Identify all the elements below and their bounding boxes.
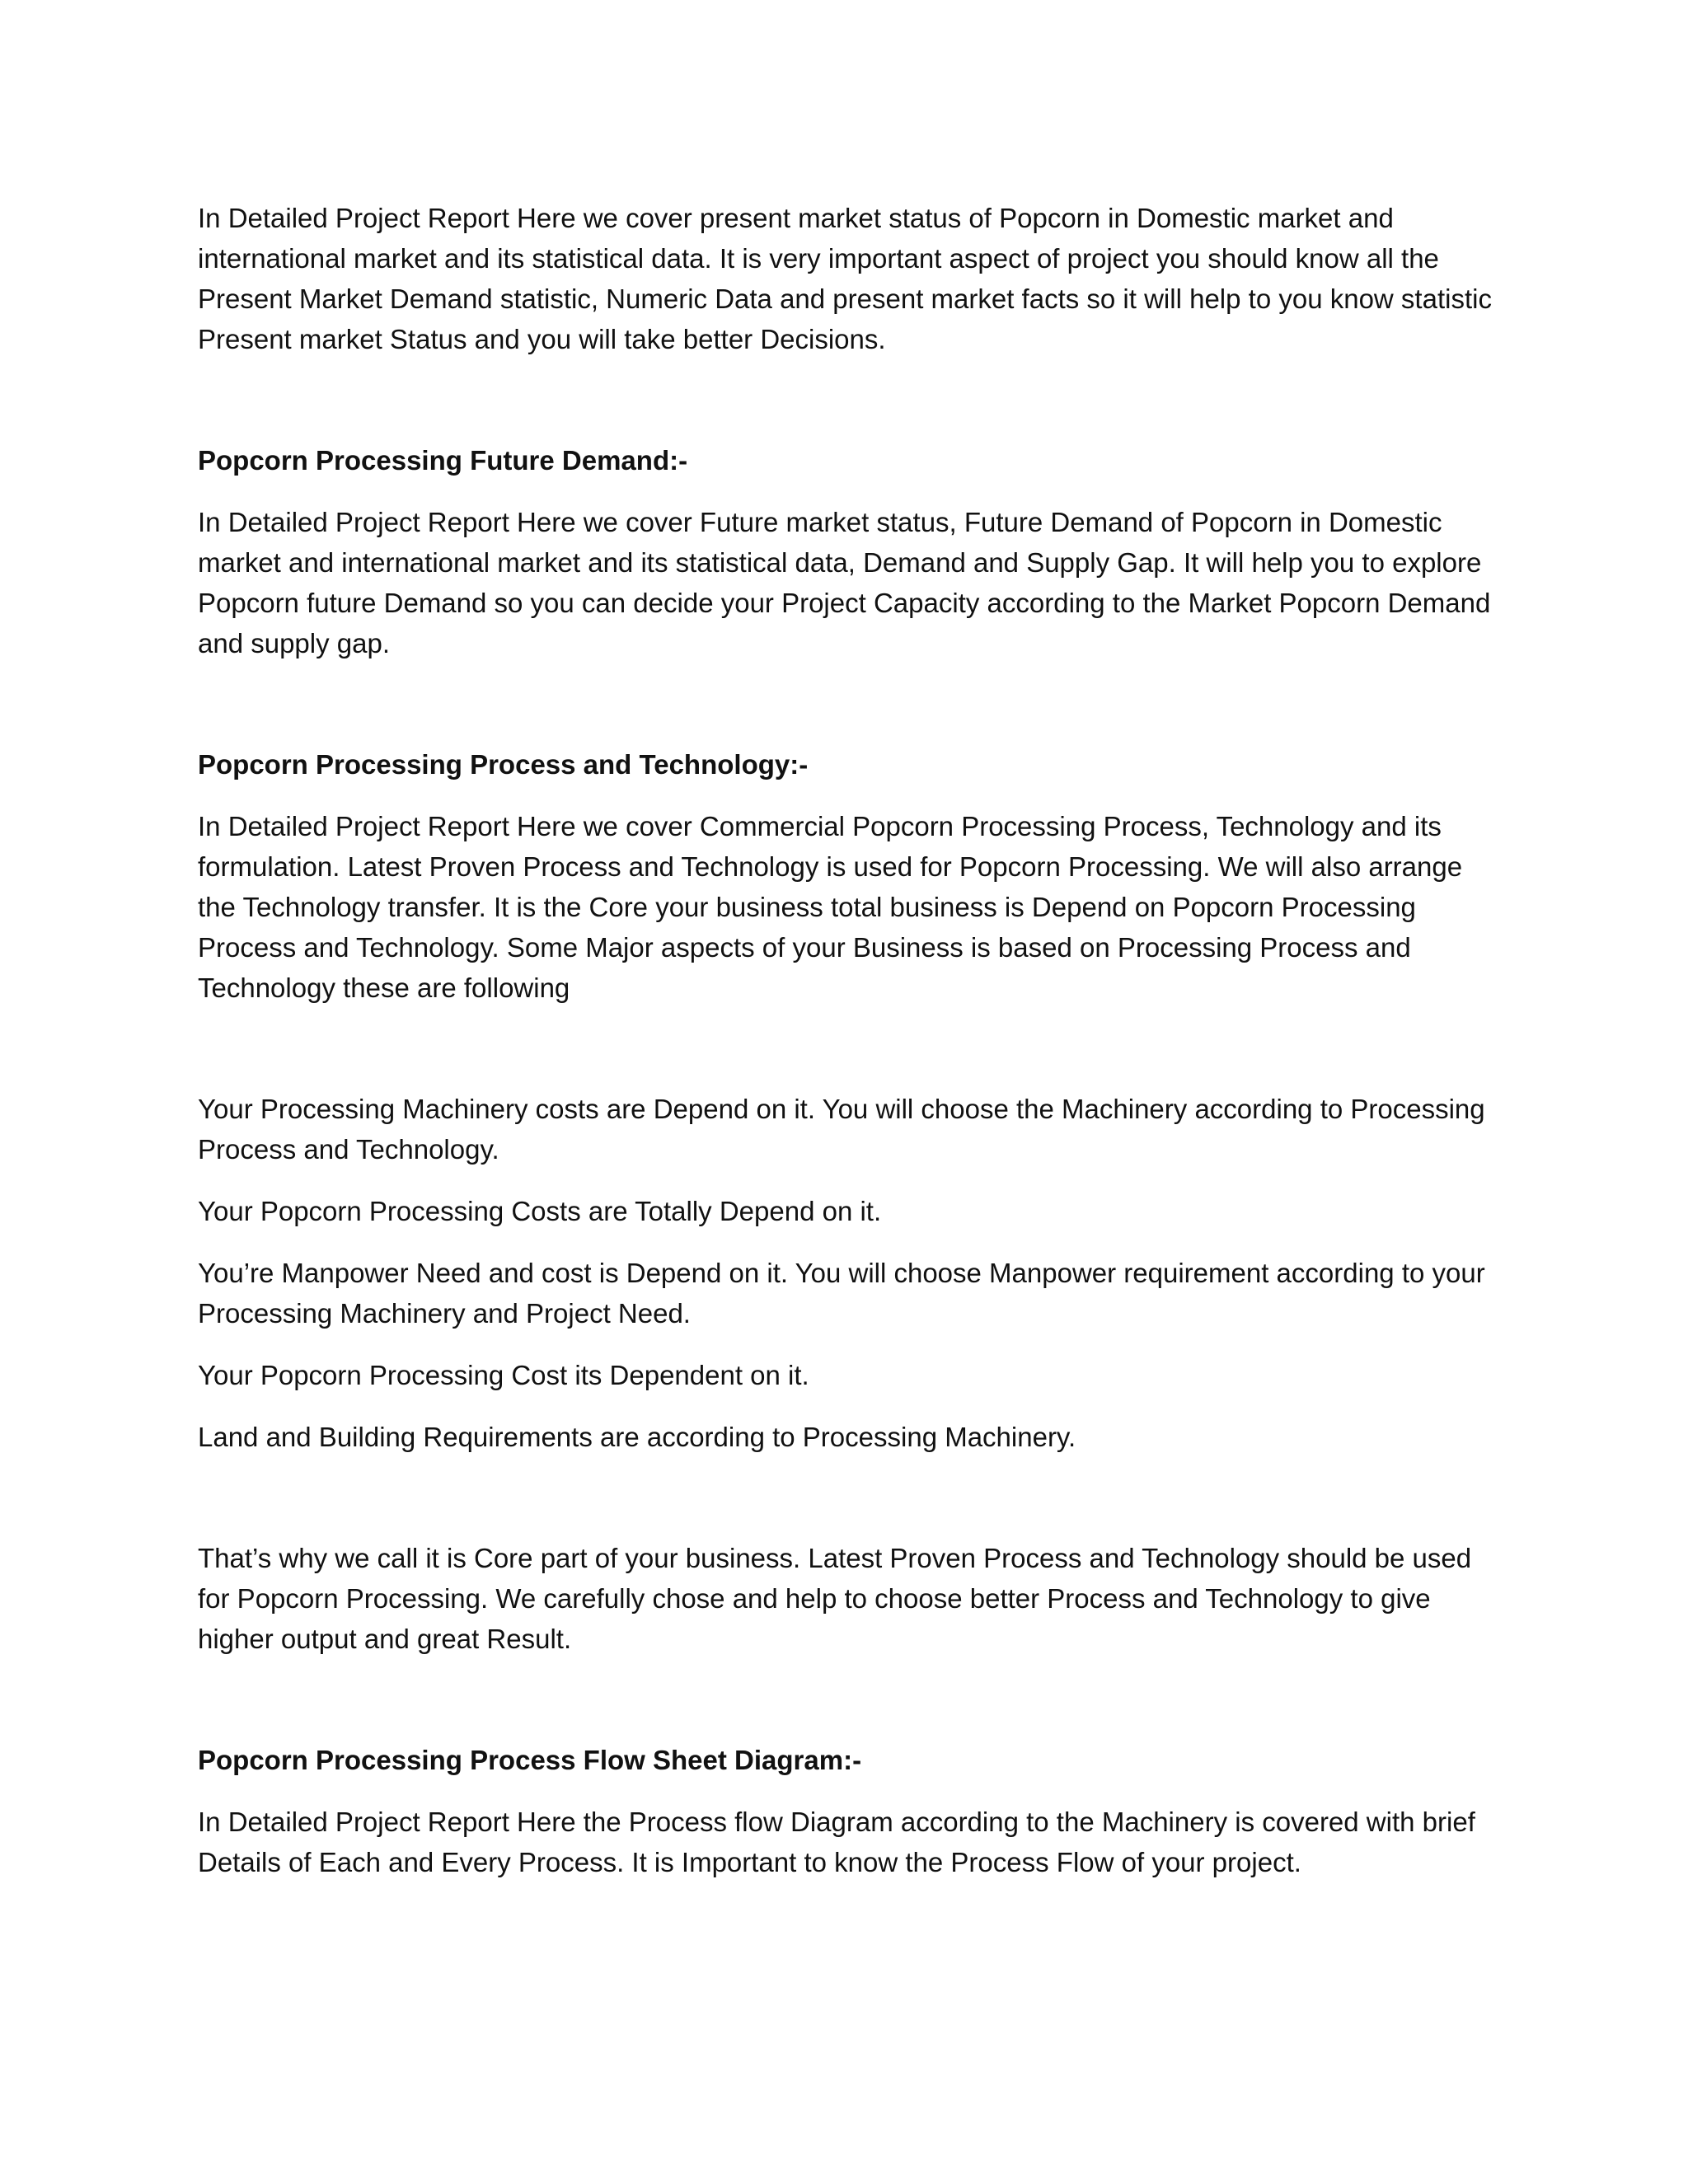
core-paragraph: That’s why we call it is Core part of your business. Latest Proven Process and Technology should be used for Popcorn Processing. We carefully chose and help to choose better Process and Technology to give higher output and great Result. xyxy=(198,1543,1472,1654)
intro-paragraph: In Detailed Project Report Here we cover present market status of Popcorn in Domestic market and international market and its statistical data. It is very important aspect of project you should know all the Present Market Demand statistic, Numeric Data and present market facts so it will help to you know statistic Present market Status and you will take better Decisions. xyxy=(198,203,1492,354)
aspect-item-2: Your Popcorn Processing Costs are Totally Depend on it. xyxy=(198,1196,882,1226)
process-technology-paragraph: In Detailed Project Report Here we cover Commercial Popcorn Processing Process, Technology and its formulation. Latest Proven Process and Technology is used for Popcorn Processing. We will also arrange the Technology transfer. It is the Core your business total business is Depend on Popcorn Processing Process and Technology. Some Major aspects of your Business is based on Processing Process and Technology these are following xyxy=(198,811,1463,1003)
future-demand-paragraph: In Detailed Project Report Here we cover Future market status, Future Demand of Popcorn in Domestic market and international market and its statistical data, Demand and Supply Gap. It will help you to explore Popcorn future Demand so you can decide your Project Capacity according to the Market Popcorn Demand and supply gap. xyxy=(198,507,1491,658)
document-page xyxy=(198,198,1500,1882)
aspect-item-4: Your Popcorn Processing Cost its Dependent on it. xyxy=(198,1360,809,1390)
aspect-item-5: Land and Building Requirements are according to Processing Machinery. xyxy=(198,1422,1076,1452)
future-demand-heading: Popcorn Processing Future Demand:- xyxy=(198,445,688,476)
process-technology-heading: Popcorn Processing Process and Technology:- xyxy=(198,749,809,780)
flow-sheet-heading: Popcorn Processing Process Flow Sheet Diagram:- xyxy=(198,1745,862,1775)
flow-sheet-paragraph: In Detailed Project Report Here the Process flow Diagram according to the Machinery is covered with brief Details of Each and Every Process. It is Important to know the Process Flow of your project. xyxy=(198,1807,1475,1877)
aspect-item-3: You’re Manpower Need and cost is Depend on it. You will choose Manpower requirement according to your Processing Machinery and Project Need. xyxy=(198,1258,1485,1329)
aspect-item-1: Your Processing Machinery costs are Depend on it. You will choose the Machinery according to Processing Process and Technology. xyxy=(198,1094,1485,1165)
